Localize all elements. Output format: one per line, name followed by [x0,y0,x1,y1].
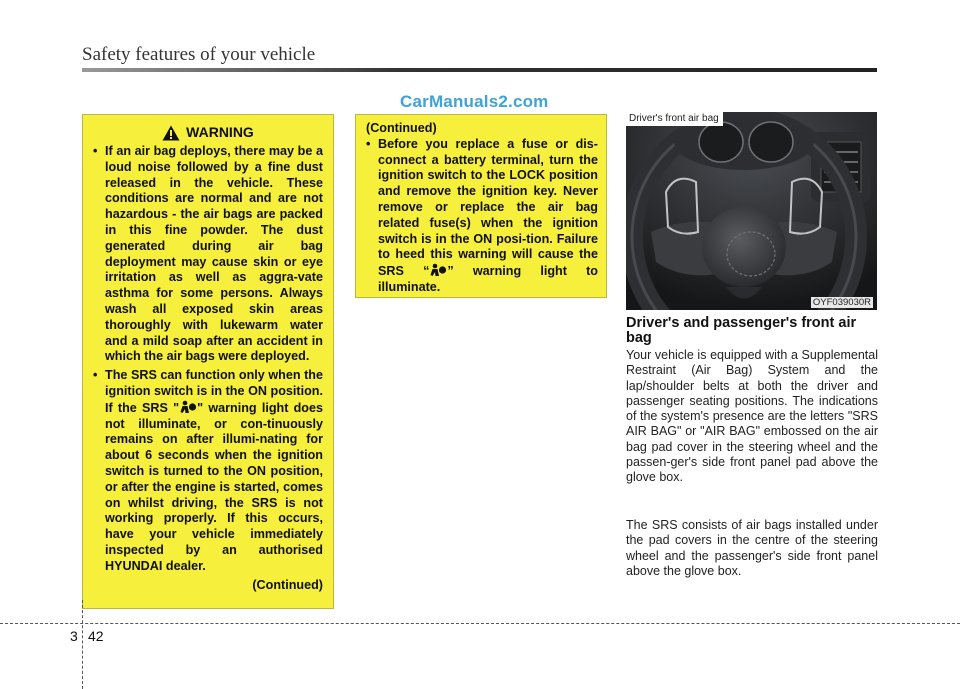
continued-list [366,137,598,296]
srs-airbag-icon [429,263,447,277]
continued-item-1 [366,137,598,296]
warning-heading [93,125,323,141]
srs-airbag-icon [179,400,197,414]
warning-item-2-text-a: The SRS can function only when the ignition switch is in the ON position. If the SRS " [105,368,323,415]
warning-item-2 [93,368,323,574]
watermark: CarManuals2.com [400,92,549,111]
page-number: 42 [88,628,104,644]
chapter-number: 3 [70,628,78,644]
section-paragraph-2: The SRS consists of air bags installed under the pad covers in the centre of the steering wheel and the passenger's side front panel above the glove box. [626,518,878,578]
warning-triangle-icon [162,125,180,141]
footer-vertical-rule [82,600,83,689]
steering-wheel-illustration [626,112,877,310]
warning-list [93,144,323,575]
warning-item-1: • If an air bag deploys, there may be a loud noise followed by a fine dust released in the vehicle. These conditions are normal and are not hazardous - the air bags are packed in this fine powder. The dust generated during air bag deployment may cause skin or eye irritation as well as aggra-vate asthma for some persons. Always wash all exposed skin areas thoroughly with lukewarm water and a mild soap after an accident in which the air bags were deployed. [93,144,323,365]
continued-box [355,114,607,298]
steering-wheel-photo [626,112,877,310]
section-paragraph-1: Your vehicle is equipped with a Supplemental Restraint (Air Bag) System and the lap/shoulder belts at both the driver and passenger seating positions. The indications of the system's presence are the letters "SRS AIR BAG" or "AIR BAG" embossed on the air bag pad cover in the steering wheel and the passen-ger's side front panel pad above the glove box. [626,348,878,485]
footer-rule [0,623,960,624]
warning-box [82,114,334,609]
header-rule [82,68,877,72]
section-heading: Driver's and passenger's front air bag [626,315,857,346]
continued-heading: (Continued) [366,121,437,135]
figure-label: Driver's front air bag [626,112,723,126]
page-header-title: Safety features of your vehicle [82,44,316,65]
warning-heading-text: WARNING [186,124,254,141]
continued-item-text-a: Before you replace a fuse or dis-connect a battery terminal, turn the ignition switch to the LOCK position and remove the ignition key. Never remove or replace the air bag related fuse(s) when the ignition switch is in the ON posi-tion. Failure to heed this warning will cause the SRS “ [378,136,598,279]
warning-continued: (Continued) [252,577,323,592]
warning-item-2-text-b: " warning light does not illuminate, or con-tinuously remains on after illumi-nating for about 6 seconds when the ignition switch is turned to the ON position, or after the engine is started, comes on whilst driving, the SRS is not working properly. If this occurs, have your vehicle immediately inspected by an authorised HYUNDAI dealer. [105,400,324,573]
figure-code: OYF039030R [812,297,871,308]
continued-item-text-b: ” warning light to illuminate. [378,264,598,294]
